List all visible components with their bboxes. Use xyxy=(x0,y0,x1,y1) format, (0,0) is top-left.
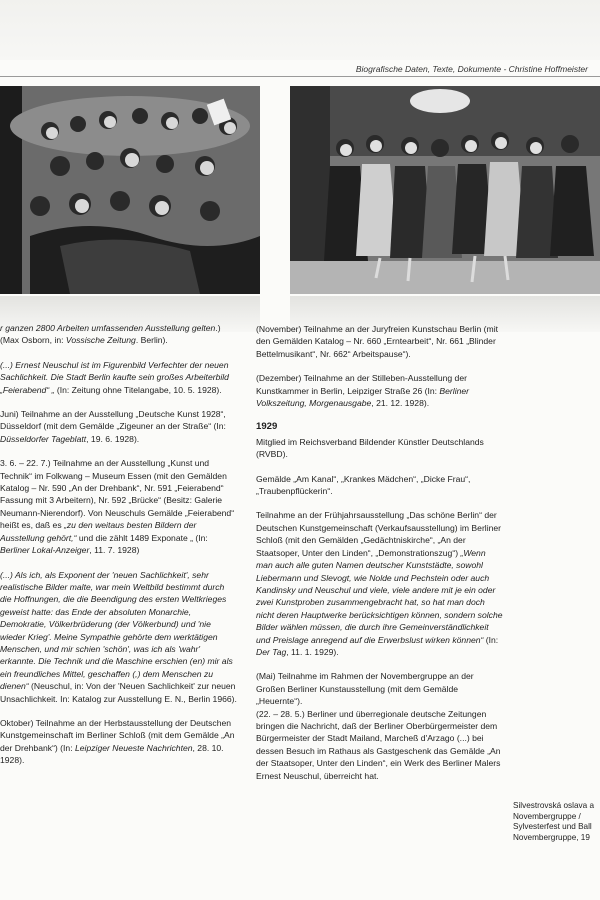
paragraph xyxy=(256,436,504,461)
top-band xyxy=(0,0,600,60)
body-text: (Dezember) Teilnahme an der Stilleben-Ausstellung der Kunstkammer in Berlin, Leipziger Straße 26 (In: xyxy=(256,373,467,396)
body-text: Oktober) Teilnahme an der Herbstausstellung der Deutschen Kunstgemeinschaft im Berliner Schloß (mit dem Gemälde „An der Drehbank“) (In: xyxy=(0,717,235,753)
body-text: (November) Teilnahme an der Juryfreien Kunstschau Berlin (mit den Gemälden Katalog – Nr. 660 „Erntearbeit“, Nr. 661 „Blinder Bettelmusikant“, Nr. 662“ Arbeitspause“). xyxy=(256,324,499,359)
paragraph xyxy=(256,670,504,782)
paragraph xyxy=(0,359,238,396)
year-heading: 1929 xyxy=(256,421,278,433)
paragraph xyxy=(0,717,238,767)
body-text: 3. 6. – 22. 7.) Teilnahme an der Ausstellung „Kunst und Technik“ im Folkwang – Museum Essen (mit den Gemälden Katalog – Nr. 590 „An der Drehbank“, Nr. 591 „Feierabend“ Fassung mit 3 Arbeitern), Nr. 592 „Brücke“ (Besitz: Galerie Neumann-Nierendorf). Von Neuschuls Gemälde „Feierabend“ heißt es, daß es xyxy=(0,458,235,531)
quote-text: „zu den weitaus besten Bildern der Ausstellung gehört,“ xyxy=(0,520,197,543)
paragraph xyxy=(256,323,504,360)
quote-text: r ganzen 2800 Arbeiten umfassenden Ausstellung gelten xyxy=(0,323,216,333)
running-header: Biografische Daten, Texte, Dokumente - Christine Hoffmeister xyxy=(355,64,588,74)
photo-party-crowd xyxy=(0,86,260,294)
paragraph xyxy=(0,569,238,705)
body-text: , 19. 6. 1928). xyxy=(86,433,140,444)
quote-text: „Wenn man auch alle guten Namen deutscher Kunststädte, sowohl Liebermann und Slevogt, wie Nolde und Pechstein oder auch Kandinsky und Neuschul und viele, viele andere mit je ein oder zwei Kunstproben zusammengebracht hat, so hat man doch nicht deren Hauptwerke berücksichtigen können, sondern solche Bilder wählen müssen, die durch ihre Gemeinverständlichkeit und Preislage anregend auf die Erwerbslust wirken können“ xyxy=(256,547,503,645)
quote-text: Berliner Lokal-Anzeiger xyxy=(0,545,90,556)
caption-line: Silvestrovská oslava a xyxy=(513,801,594,810)
photo-ball-women xyxy=(290,86,600,294)
body-text: (In: Zeitung ohne Titelangabe, 10. 5. 1928). xyxy=(54,384,222,395)
quote-text: Berliner Volkszeitung, Morgenausgabe xyxy=(256,385,470,409)
caption-line: Novembergruppe / xyxy=(513,811,581,821)
text-column-left xyxy=(0,322,238,779)
body-text: . Berlin). xyxy=(135,335,168,346)
photo-party-crowd-image xyxy=(0,86,260,294)
paragraph xyxy=(256,372,504,409)
caption-line: Novembergruppe, 19 xyxy=(513,832,590,842)
text-column-right xyxy=(256,323,504,794)
quote-text: Düsseldorfer Tageblatt xyxy=(0,433,87,444)
quote-text: (...) Als ich, als Exponent der 'neuen Sachlichkeit', sehr realistische Bilder malte, war mein Weltbild bestimmt durch die Hoffnungen, die die Beendigung des ersten Weltkrieges geweist hatte: das Ende der absoluten Monarchie, Demokratie, Völkerbrüderung (der Völkerbund) und 'nie wieder Krieg'. Meine Sympathie gehörte dem werktätigen Menschen, und mir schien 'schön', was ich als 'wahr' erkannte. Die Technik und die Maschine erschien (en) mir als ein freundliches Mittel, geschaffen (,) dem Menschen zu dienen“ xyxy=(0,569,233,692)
paragraph xyxy=(256,473,504,498)
body-text: , 11. 7. 1928) xyxy=(89,545,140,556)
caption-line: Sylvesterfest und Ball xyxy=(513,822,592,832)
paragraph xyxy=(0,408,238,445)
quote-text: Leipziger Neueste Nachrichten xyxy=(75,742,193,753)
quote-text: Vossische Zeitung xyxy=(65,335,136,346)
body-text: , 11. 1. 1929). xyxy=(286,646,339,657)
quote-text: Der Tag xyxy=(256,646,287,657)
body-text: .) (Max Osborn, in: xyxy=(0,323,221,346)
body-text: (Mai) Teilnahme im Rahmen der Novembergruppe an der Großen Berliner Kunstausstellung (mit dem Gemälde „Heuernte“). xyxy=(256,671,474,707)
body-text: (22. – 28. 5.) Berliner und überregionale deutsche Zeitungen bringen die Nachricht, daß der Berliner Oberbürgermeister dem Bürgermeister der Stadt Mailand, Marcheß d'Arzago (...) bei dessen Besuch im Rathaus als Gastgeschenk das Gemälde „An der Staatsoper, Unter den Linden“, ein Werk des Berliner Malers Ernest Neuschul, überreicht hat. xyxy=(256,708,501,781)
paragraph xyxy=(0,457,238,556)
body-text: und die zählt 1489 Exponate „ (In: xyxy=(76,532,208,543)
body-text: Mitglied im Reichsverband Bildender Künstler Deutschlands (RVBD). xyxy=(256,436,484,460)
body-text: , 21. 12. 1928). xyxy=(371,398,430,409)
header-rule xyxy=(0,76,600,77)
body-text: Teilnahme an der Frühjahrsausstellung „Das schöne Berlin“ der Deutschen Kunstgemeinschaft (Verkaufsausstellung) im Berliner Schloß (mit den Gemälden „Gedächtniskirche“, „An der Staatsoper, Unter den Linden“, „Demonstrationszug“) xyxy=(256,510,502,558)
body-text: (In: xyxy=(483,634,499,645)
paragraph xyxy=(0,322,238,347)
photo-caption xyxy=(513,801,600,843)
paragraph xyxy=(256,509,504,658)
body-text: , 28. 10. 1928). xyxy=(0,742,224,766)
quote-text: (...) Ernest Neuschul ist im Figurenbild Verfechter der neuen Sachlichkeit. Die Stadt Berlin kaufte sein großes Arbeiterbild „Feierabend“ „ xyxy=(0,359,229,395)
body-text: (Neuschul, in: Von der 'Neuen Sachlichkeit' zur neuen Unsachlichkeit. In: Katalog zur Ausstellung E. N., Berlin 1966). xyxy=(0,681,237,704)
photo-ball-women-image xyxy=(290,86,600,294)
body-text: Gemälde „Am Kanal“, „Krankes Mädchen“, „Dicke Frau“, „Traubenpflückerin“. xyxy=(256,473,471,497)
body-text: Juni) Teilnahme an der Ausstellung „Deutsche Kunst 1928“, Düsseldorf (mit dem Gemälde „Zigeuner an der Straße“ (In: xyxy=(0,409,226,432)
